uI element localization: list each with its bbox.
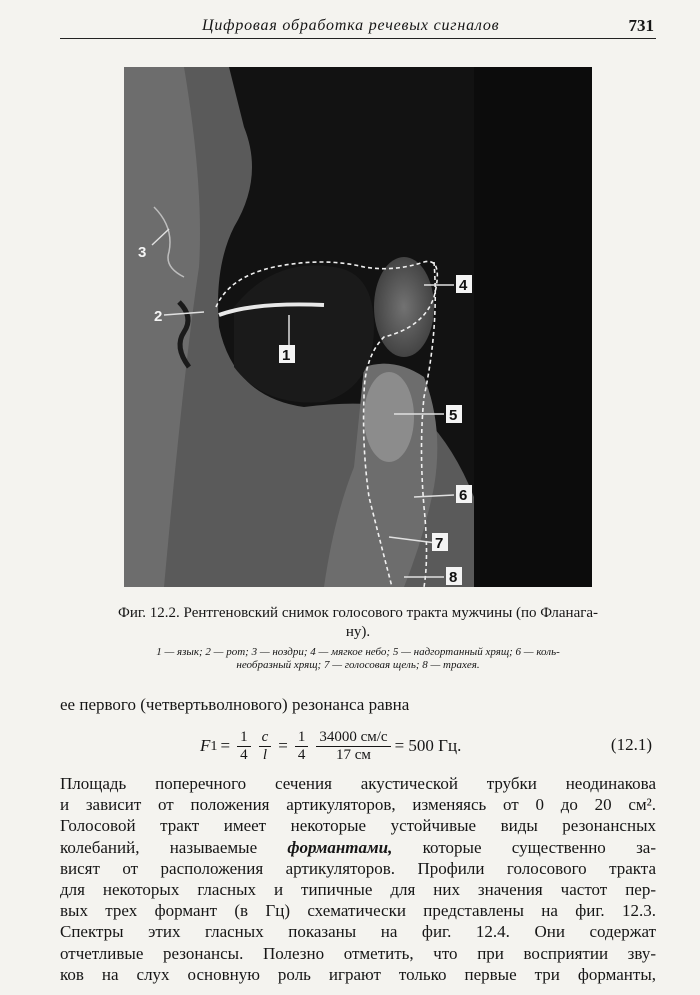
text-line: для некоторых гласных и типичные для них значения частот пер- xyxy=(60,880,656,900)
svg-text:4: 4 xyxy=(459,277,468,294)
text-line: и зависит от положения артикуляторов, изменяясь от 0 до 20 см². xyxy=(60,795,656,815)
text-line xyxy=(60,837,656,858)
text-line: вых трех формант (в Гц) схематически представлены на фиг. 12.3. xyxy=(60,901,656,921)
page-number: 731 xyxy=(628,16,654,35)
legend-line: 1 — язык; 2 — рот; 3 — ноздри; 4 — мягкое небо; 5 — надгортанный хрящ; 6 — коль- xyxy=(156,646,560,658)
text-line: ков на слух основную роль играют только первые три форманты, xyxy=(60,964,656,984)
equation-body xyxy=(200,722,461,770)
equation-12-1 xyxy=(60,722,656,770)
caption-line: Фиг. 12.2. Рентгеновский снимок голосового тракта мужчины (по Фланага- xyxy=(117,605,599,621)
legend-line: необразный хрящ; 7 — голосовая щель; 8 — трахея. xyxy=(236,659,480,671)
svg-text:2: 2 xyxy=(154,308,163,325)
svg-text:7: 7 xyxy=(435,535,444,552)
text-line: Спектры этих гласных показаны на фиг. 12.4. Они содержат xyxy=(60,922,656,942)
text-run: колебаний, называемые xyxy=(60,837,288,857)
figure-label-8 xyxy=(446,567,462,586)
lead-paragraph: ее первого (четвертьволнового) резонанса равна xyxy=(60,695,410,714)
figure-label-6 xyxy=(456,485,472,504)
svg-text:8: 8 xyxy=(449,569,458,586)
figure-legend xyxy=(60,646,656,672)
figure-label-2 xyxy=(154,308,162,325)
figure-caption xyxy=(60,604,656,642)
svg-text:6: 6 xyxy=(459,487,468,504)
svg-text:5: 5 xyxy=(449,407,458,424)
figure-label-1 xyxy=(279,345,295,364)
figure-label-5 xyxy=(446,405,462,424)
eq-sign: = xyxy=(220,736,231,755)
eq-result: = 500 Гц. xyxy=(394,736,462,755)
eq-sign: = xyxy=(278,736,288,755)
figure-label-3 xyxy=(138,244,146,261)
equation-number: (12.1) xyxy=(610,735,652,754)
text-line: Голосовой тракт имеет некоторые устойчивые виды резонансных xyxy=(60,816,656,836)
text-line: Площадь поперечного сечения акустической трубки неодинакова xyxy=(60,774,656,793)
term-formants: формантами, xyxy=(287,837,393,857)
fraction: $\frac{1}{4}$ xyxy=(237,729,251,764)
caption-line: ну). xyxy=(345,624,371,640)
svg-text:1: 1 xyxy=(282,347,291,364)
body-paragraph xyxy=(60,773,656,985)
figure-label-7 xyxy=(432,533,448,552)
eq-lhs-subscript: 1 xyxy=(210,737,218,754)
text-run: которые существенно за- xyxy=(392,837,656,857)
page-header xyxy=(60,14,656,39)
fraction: $\frac{1}{4}$ xyxy=(295,729,309,764)
figure-label-4 xyxy=(456,275,472,294)
text-line: отчетливые резонансы. Полезно отметить, что при восприятии зву- xyxy=(60,943,656,963)
xray-image xyxy=(124,67,592,587)
running-title: Цифровая обработка речевых сигналов xyxy=(202,17,500,34)
fraction: $\frac{34000 см/с}{17 см}$ xyxy=(316,729,390,764)
xray-figure xyxy=(124,67,592,587)
fraction: $\frac{c}{l}$ xyxy=(259,729,272,764)
text-line: висят от расположения артикуляторов. Профили голосового тракта xyxy=(60,858,656,878)
svg-text:3: 3 xyxy=(138,244,147,261)
eq-lhs: F xyxy=(200,736,211,755)
